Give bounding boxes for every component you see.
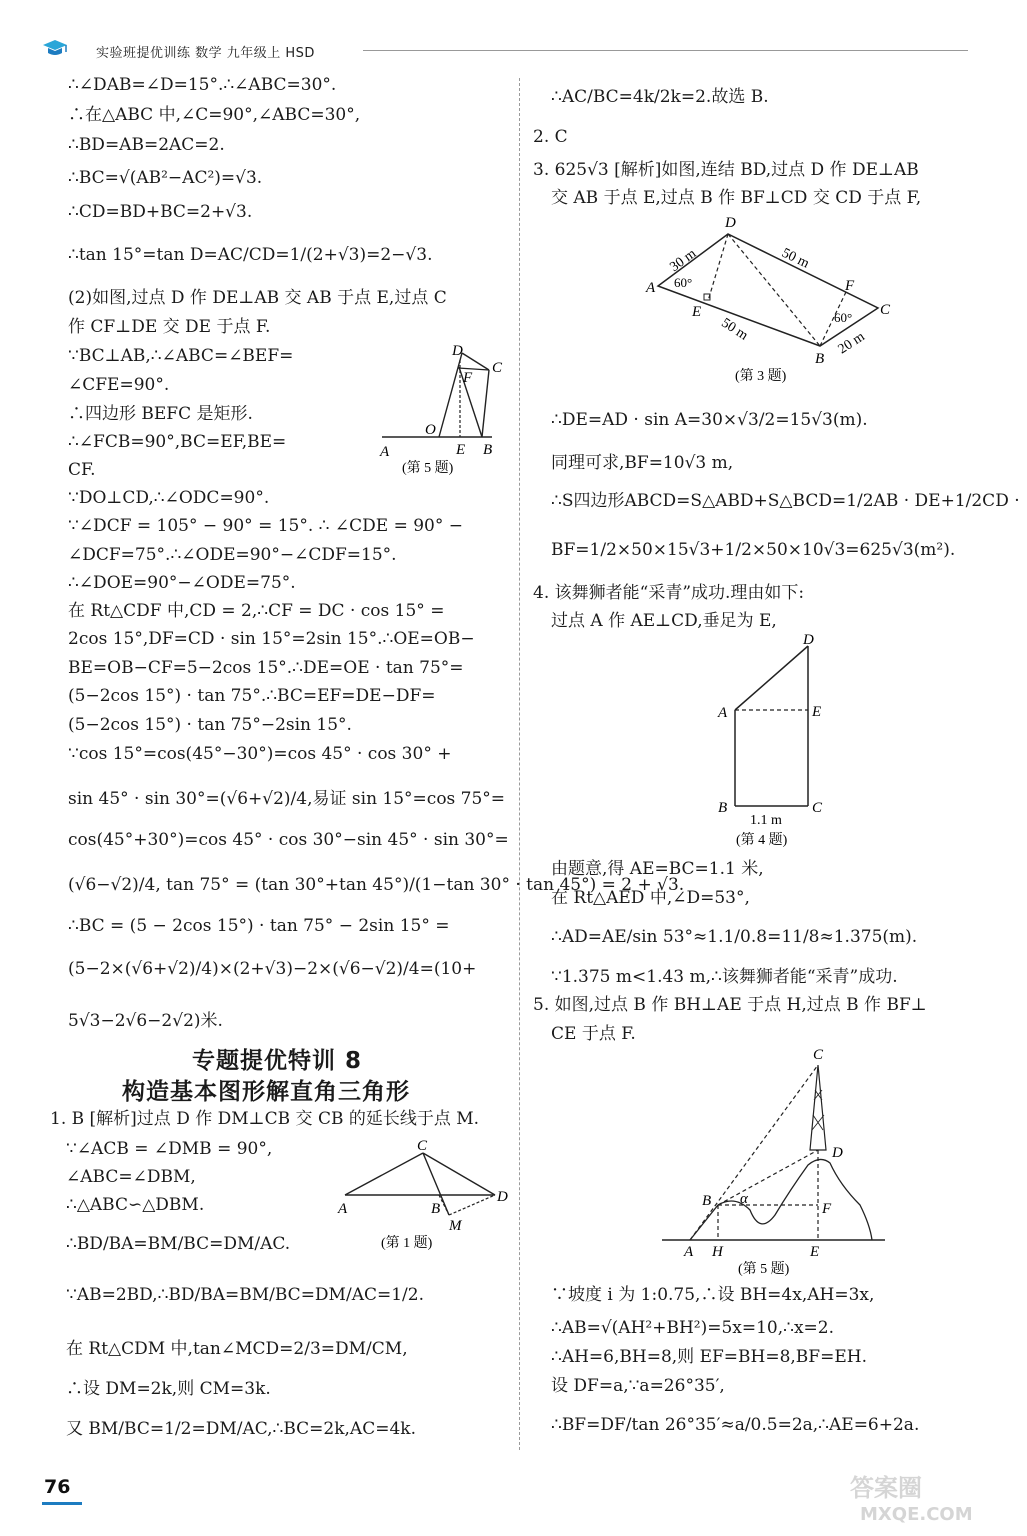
text-line: 过点 A 作 AE⊥CD,垂足为 E, — [551, 611, 777, 631]
figure-caption: (第 4 题) — [736, 833, 788, 848]
text-line: ∵1.375 m<1.43 m,∴该舞狮者能“采青”成功. — [551, 967, 898, 987]
answer-1-line: 1. B [解析]过点 D 作 DM⊥CB 交 CB 的延长线于点 M. — [50, 1109, 480, 1129]
figure-5-right — [660, 1045, 890, 1280]
text-line: 作 CF⊥DE 交 DE 于点 F. — [68, 317, 271, 337]
figure-caption: (第 1 题) — [381, 1236, 433, 1251]
text-line: (5−2cos 15°) · tan 75°.∴BC=EF=DE−DF= — [68, 686, 436, 706]
svg-text:C: C — [880, 302, 891, 318]
svg-text:A: A — [718, 705, 728, 721]
text-line: ∴S四边形ABCD=S△ABD+S△BCD=1/2AB · DE+1/2CD · — [551, 491, 1020, 511]
svg-text:E: E — [692, 304, 702, 320]
text-line: ∴设 DM=2k,则 CM=3k. — [66, 1379, 271, 1399]
svg-text:A: A — [338, 1201, 348, 1217]
answer-4-line: 4. 该舞狮者能“采青”成功.理由如下: — [533, 583, 805, 603]
text-line: 设 DF=a,∵a=26°35′, — [551, 1376, 725, 1396]
text-line: (2)如图,过点 D 作 DE⊥AB 交 AB 于点 E,过点 C — [68, 288, 447, 308]
svg-text:D: D — [832, 1145, 843, 1161]
page-number — [42, 1474, 76, 1504]
answer-3-line: 3. 625√3 [解析]如图,连结 BD,过点 D 作 DE⊥AB — [533, 160, 919, 180]
svg-text:F: F — [463, 370, 473, 386]
book-logo-icon — [42, 38, 68, 58]
measure-label: 20 m — [835, 329, 868, 358]
text-line: 在 Rt△AED 中,∠D=53°, — [551, 888, 750, 908]
section-title-number: 专题提优特训 8 — [192, 1048, 363, 1074]
text-line: (5−2×(√6+√2)/4)×(2+√3)−2×(√6−√2)/4=(10+ — [68, 959, 477, 979]
svg-text:B: B — [483, 442, 493, 458]
text-line: 2cos 15°,DF=CD · sin 15°=2sin 15°.∴OE=OB− — [68, 629, 475, 649]
header-title: 实验班提优训练 数学 九年级上 HSD — [96, 46, 315, 61]
figure-5-left — [370, 340, 510, 475]
svg-text:H: H — [712, 1244, 723, 1260]
text-line: ∴BD/BA=BM/BC=DM/AC. — [66, 1234, 291, 1254]
svg-text:D: D — [452, 343, 463, 359]
text-line: ∴∠FCB=90°,BC=EF,BE= — [68, 432, 287, 452]
measure-label: 1.1 m — [750, 813, 782, 828]
text-line: ∴DE=AD · sin A=30×√3/2=15√3(m). — [551, 410, 868, 430]
text-line: ∴BC=√(AB²−AC²)=√3. — [68, 168, 263, 188]
text-line: ∴CD=BD+BC=2+√3. — [68, 202, 253, 222]
watermark-logo — [840, 1468, 1000, 1528]
text-line: ∴∠DAB=∠D=15°.∴∠ABC=30°. — [68, 75, 337, 95]
text-line: 5√3−2√6−2√2)米. — [68, 1011, 223, 1031]
svg-text:E: E — [456, 442, 466, 458]
svg-text:A: A — [380, 444, 390, 460]
svg-text:D: D — [725, 215, 736, 231]
text-line: ∴在△ABC 中,∠C=90°,∠ABC=30°, — [68, 105, 361, 125]
text-line: 在 Rt△CDF 中,CD = 2,∴CF = DC · cos 15° = — [68, 601, 445, 621]
text-line: ∴△ABC∽△DBM. — [66, 1195, 205, 1215]
svg-text:B: B — [718, 800, 728, 816]
angle-label: 60° — [674, 275, 693, 290]
svg-text:M: M — [449, 1218, 462, 1234]
svg-text:E: E — [812, 704, 822, 720]
measure-label: 50 m — [779, 245, 812, 272]
figure-4 — [710, 632, 840, 852]
text-line: BF=1/2×50×15√3+1/2×50×10√3=625√3(m²). — [551, 540, 956, 560]
text-line: ∴BF=DF/tan 26°35′≈a/0.5=2a,∴AE=6+2a. — [551, 1415, 920, 1435]
svg-text:B: B — [702, 1193, 712, 1209]
text-line: ∴AH=6,BH=8,则 EF=BH=8,BF=EH. — [551, 1347, 867, 1367]
text-line: ∠DCF=75°.∴∠ODE=90°−∠CDF=15°. — [68, 545, 397, 565]
text-line: (√6−√2)/4, tan 75° = (tan 30°+tan 45°)/(1−tan 30° · tan 45°) = 2 + √3. — [68, 875, 685, 895]
text-line: CF. — [68, 460, 96, 480]
svg-text:O: O — [425, 422, 436, 438]
svg-text:答案圈: 答案圈 — [850, 1474, 922, 1502]
text-line: ∴BD=AB=2AC=2. — [68, 135, 225, 155]
text-line: 在 Rt△CDM 中,tan∠MCD=2/3=DM/CM, — [66, 1339, 408, 1359]
svg-text:C: C — [813, 1047, 824, 1063]
measure-label: 50 m — [718, 315, 751, 344]
text-line: ∴∠DOE=90°−∠ODE=75°. — [68, 573, 296, 593]
svg-text:B: B — [815, 351, 825, 367]
text-line: cos(45°+30°)=cos 45° · cos 30°−sin 45° · sin 30°= — [68, 830, 509, 850]
svg-text:B: B — [431, 1201, 441, 1217]
text-line: 交 AB 于点 E,过点 B 作 BF⊥CD 交 CD 于点 F, — [551, 188, 922, 208]
text-line: ∴AD=AE/sin 53°≈1.1/0.8=11/8≈1.375(m). — [551, 927, 918, 947]
text-line: BE=OB−CF=5−2cos 15°.∴DE=OE · tan 75°= — [68, 658, 464, 678]
text-line: (5−2cos 15°) · tan 75°−2sin 15°. — [68, 715, 352, 735]
text-line: ∴AB=√(AH²+BH²)=5x=10,∴x=2. — [551, 1318, 835, 1338]
figure-caption: (第 3 题) — [735, 369, 787, 384]
page-header — [38, 36, 973, 64]
text-line: ∵BC⊥AB,∴∠ABC=∠BEF= — [68, 346, 294, 366]
text-line: sin 45° · sin 30°=(√6+√2)/4,易证 sin 15°=cos 75°= — [68, 789, 506, 809]
measure-label: 30 m — [667, 246, 700, 276]
figure-3 — [640, 210, 900, 390]
section-title-topic: 构造基本图形解直角三角形 — [122, 1079, 410, 1105]
svg-text:D: D — [803, 632, 814, 648]
text-line: ∵∠DCF = 105° − 90° = 15°. ∴ ∠CDE = 90° − — [68, 516, 464, 536]
figure-caption: (第 5 题) — [738, 1262, 790, 1277]
svg-text:A: A — [646, 280, 656, 296]
svg-text:F: F — [822, 1201, 832, 1217]
text-line: 同理可求,BF=10√3 m, — [551, 453, 734, 473]
angle-label: α — [740, 1191, 748, 1207]
text-line: ∠CFE=90°. — [68, 375, 170, 395]
header-rule — [363, 50, 968, 51]
answer-5-line: 5. 如图,过点 B 作 BH⊥AE 于点 H,过点 B 作 BF⊥ — [533, 995, 927, 1015]
text-line: ∴AC/BC=4k/2k=2.故选 B. — [551, 87, 769, 107]
text-line: ∵∠ACB = ∠DMB = 90°, — [66, 1139, 273, 1159]
text-line: ∴BC = (5 − 2cos 15°) · tan 75° − 2sin 15° = — [68, 916, 450, 936]
page-number-bar — [42, 1502, 82, 1505]
figure-1 — [335, 1133, 515, 1258]
figure-caption: (第 5 题) — [402, 461, 454, 475]
text-line: ∵AB=2BD,∴BD/BA=BM/BC=DM/AC=1/2. — [66, 1285, 424, 1305]
answer-2-line: 2. C — [533, 127, 568, 147]
text-line: ∠ABC=∠DBM, — [66, 1167, 196, 1187]
svg-text:E: E — [810, 1244, 820, 1260]
text-line: 又 BM/BC=1/2=DM/AC,∴BC=2k,AC=4k. — [66, 1419, 416, 1439]
text-line: CE 于点 F. — [551, 1024, 636, 1044]
text-line: ∵DO⊥CD,∴∠ODC=90°. — [68, 488, 270, 508]
text-line: ∴四边形 BEFC 是矩形. — [68, 404, 253, 424]
svg-text:C: C — [417, 1138, 428, 1154]
svg-text:C: C — [812, 800, 823, 816]
svg-text:A: A — [684, 1244, 694, 1260]
angle-label: 60° — [834, 310, 853, 325]
text-line: ∵坡度 i 为 1:0.75,∴设 BH=4x,AH=3x, — [551, 1285, 875, 1305]
text-line: ∵cos 15°=cos(45°−30°)=cos 45° · cos 30° + — [68, 744, 452, 764]
column-divider — [519, 78, 520, 1450]
text-line: ∴tan 15°=tan D=AC/CD=1/(2+√3)=2−√3. — [68, 245, 433, 265]
svg-text:C: C — [492, 360, 503, 376]
page-number-text: 76 — [44, 1476, 71, 1498]
svg-text:MXQE.COM: MXQE.COM — [860, 1504, 973, 1525]
svg-text:D: D — [497, 1189, 508, 1205]
text-line: 由题意,得 AE=BC=1.1 米, — [551, 859, 764, 879]
svg-text:F: F — [845, 278, 855, 294]
